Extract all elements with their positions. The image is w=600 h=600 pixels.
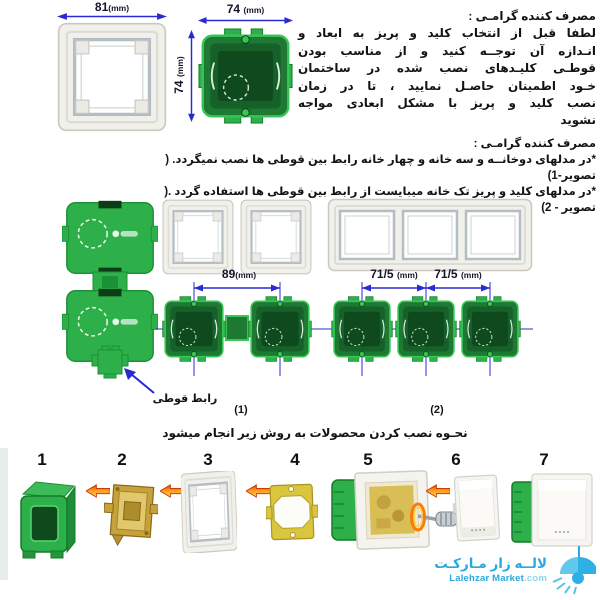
step7-finished-switch-photo bbox=[508, 470, 596, 552]
triple-box-spacing-label: 71/5 (mm) bbox=[370, 267, 418, 281]
logo-english-name: Lalehzar Market.com bbox=[449, 573, 547, 584]
logo-text bbox=[434, 556, 547, 584]
step1-mounting-box-photo bbox=[15, 474, 81, 562]
notes-heading: مصرف كننده گرامـی : bbox=[473, 138, 596, 150]
intro-line: نصب كليد و پريز با مشكل ابعادی مواجه bbox=[298, 96, 596, 111]
step5-assembly-screwdriver-photo bbox=[326, 466, 458, 558]
mounting-box-photo bbox=[198, 28, 293, 124]
intro-line: نشويد bbox=[560, 113, 596, 128]
step2-switch-mechanism-photo bbox=[104, 474, 158, 548]
notes-line: *در مدلهای كليد و پريز تک خانه ميبايست از رابط بين قوطی ها استفاده گردد .( تصوير - 2) bbox=[164, 186, 596, 214]
stacked-boxes-front-photo bbox=[62, 198, 158, 366]
triple-box-spacing-label: 71/5 (mm) bbox=[434, 267, 482, 281]
single-frame-photo bbox=[240, 199, 312, 275]
box-width-dimension-label: 74 (mm) bbox=[226, 2, 265, 16]
photo-edge-strip bbox=[0, 448, 8, 580]
triple-box-diagram bbox=[327, 280, 533, 378]
single-frame-photo bbox=[57, 22, 167, 132]
step-number: 7 bbox=[539, 450, 549, 469]
step-number: 4 bbox=[290, 450, 300, 469]
double-box-spacing-label: 89(mm) bbox=[221, 267, 257, 281]
step3-frame-photo bbox=[181, 471, 237, 553]
frame-width-dimension-arrow bbox=[57, 12, 167, 21]
box-height-dimension-label: 74 (mm) bbox=[172, 56, 186, 94]
lalehzar-market-logo bbox=[434, 546, 596, 594]
step-number: 5 bbox=[363, 450, 373, 469]
step6-rocker-cover-photo bbox=[452, 472, 502, 546]
frame-width-dimension-label: 81(mm) bbox=[94, 0, 130, 14]
single-frame-photo bbox=[162, 199, 234, 275]
intro-line: قوطـی كليـدهای نصب شده در ساختمان bbox=[298, 61, 596, 76]
installation-caption: نحـوه نصب كردن محصولات به روش زير انجام ميشود bbox=[162, 426, 468, 440]
figure-2-label: (2) bbox=[430, 404, 444, 416]
logo-persian-name: لالــه زار مـاركـت bbox=[434, 556, 547, 571]
intro-heading: مصرف كننده گرامـی : bbox=[468, 9, 596, 23]
intro-line: لطفا قبل از انتخاب كليد و پريز به ابعاد و bbox=[298, 26, 596, 41]
step-arrow-icon bbox=[426, 484, 450, 498]
step-number: 3 bbox=[203, 450, 213, 469]
notes-line: *در مدلهای دوخانــه و سه خانه و چهار خانه رابط بين قوطی ها نصب نميگردد. ( تصوير-1) bbox=[165, 154, 596, 182]
step4-mounting-plate-photo bbox=[266, 478, 318, 548]
lamp-icon bbox=[552, 546, 596, 594]
step-number: 1 bbox=[37, 450, 47, 469]
figure-1-label: (1) bbox=[234, 404, 248, 416]
box-width-dimension-arrow bbox=[198, 16, 293, 25]
connector-label: رابط قوطی bbox=[152, 393, 218, 405]
intro-line: خـود اطمينان حاصـل نماييد ، تا در زمان bbox=[298, 78, 596, 93]
intro-line: انـدازه آن توجــه كنيد و از مناسب بودن bbox=[298, 43, 596, 58]
double-box-diagram bbox=[156, 280, 336, 378]
triple-frame-photo bbox=[327, 198, 533, 272]
box-height-dimension-arrow bbox=[187, 30, 196, 122]
step-number: 6 bbox=[451, 450, 461, 469]
step-number: 2 bbox=[117, 450, 127, 469]
intro-paragraph bbox=[298, 8, 596, 130]
